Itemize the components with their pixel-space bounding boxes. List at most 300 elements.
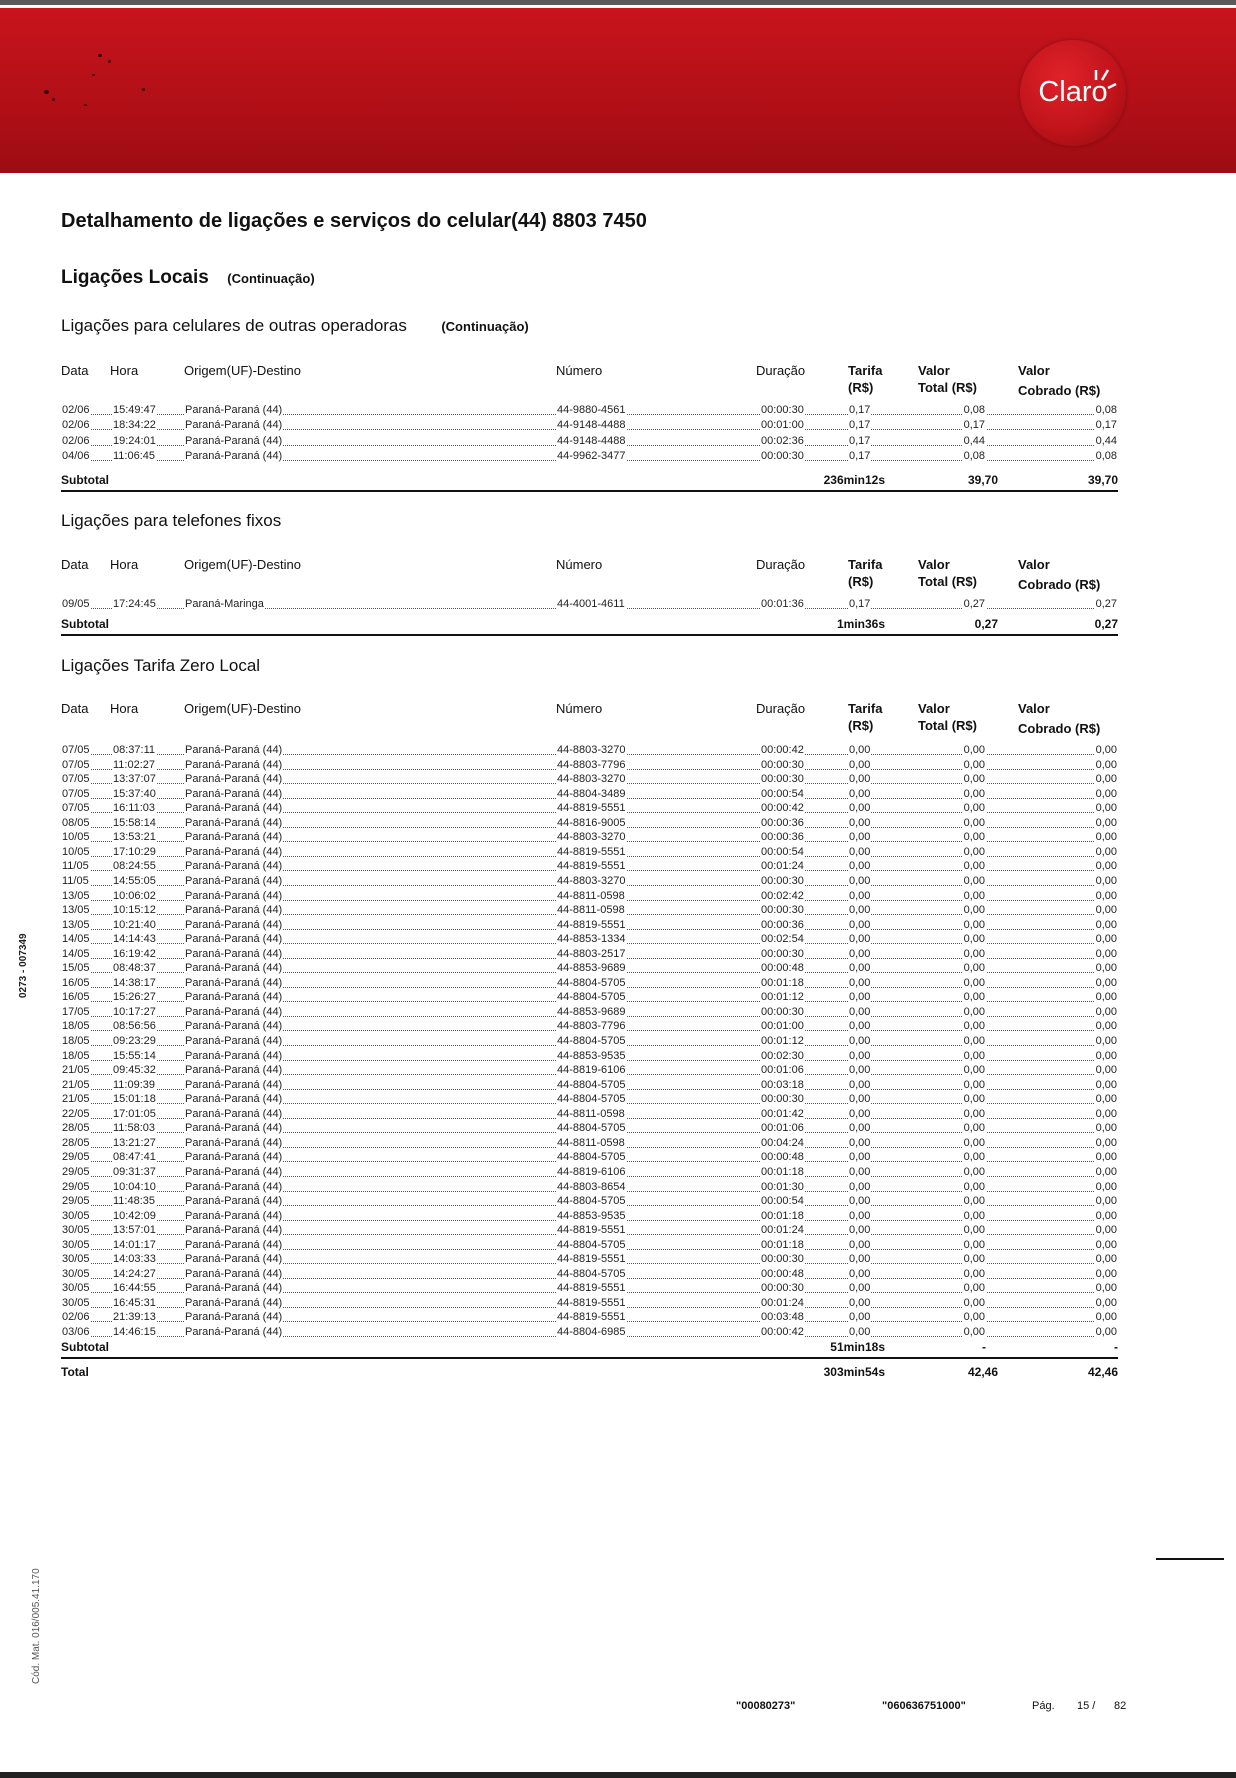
cell-duracao: 00:00:30 <box>761 1282 804 1295</box>
cell-duracao: 00:00:48 <box>761 1151 804 1164</box>
cell-tarifa: 0,00 <box>849 976 871 989</box>
cell-vtotal: 0,00 <box>963 933 985 946</box>
cell-duracao: 00:01:24 <box>761 1224 804 1237</box>
cell-data: 18/05 <box>62 1049 90 1062</box>
cell-numero: 44-8816-9005 <box>557 816 626 829</box>
col-data: Data <box>61 701 89 716</box>
cell-numero: 44-8804-5705 <box>557 1238 626 1251</box>
cell-hora: 11:09:39 <box>113 1078 156 1091</box>
table-row <box>0 743 1236 758</box>
cell-hora: 09:31:37 <box>113 1165 156 1178</box>
col-duracao: Duração <box>756 557 806 572</box>
cell-duracao: 00:00:54 <box>761 787 804 800</box>
cell-origem: Paraná-Paraná (44) <box>185 860 283 873</box>
cell-duracao: 00:01:06 <box>761 1064 804 1077</box>
cell-vtotal: 0,00 <box>963 1020 985 1033</box>
speck <box>52 98 55 101</box>
cell-duracao: 00:00:42 <box>761 802 804 815</box>
cell-data: 14/05 <box>62 933 90 946</box>
cell-hora: 15:01:18 <box>113 1093 156 1106</box>
cell-vtotal: 0,00 <box>963 1122 985 1135</box>
table-row <box>0 449 1236 464</box>
cell-origem: Paraná-Paraná (44) <box>185 1136 283 1149</box>
cell-origem: Paraná-Paraná (44) <box>185 1064 283 1077</box>
table-row <box>0 932 1236 947</box>
cell-vtotal: 0,00 <box>963 889 985 902</box>
cell-duracao: 00:00:30 <box>761 1253 804 1266</box>
cell-tarifa: 0,00 <box>849 1136 871 1149</box>
cell-numero: 44-8803-2517 <box>557 947 626 960</box>
cell-numero: 44-8804-3489 <box>557 787 626 800</box>
cell-numero: 44-8804-5705 <box>557 1122 626 1135</box>
cell-data: 29/05 <box>62 1195 90 1208</box>
cell-vcobrado: 0,08 <box>1095 449 1117 462</box>
cell-vcobrado: 0,00 <box>1095 802 1117 815</box>
cell-duracao: 00:00:36 <box>761 831 804 844</box>
cell-tarifa: 0,17 <box>849 404 871 416</box>
cell-numero: 44-8853-9689 <box>557 1005 626 1018</box>
cell-data: 02/06 <box>62 419 90 432</box>
cell-data: 09/05 <box>62 598 90 610</box>
cell-tarifa: 0,00 <box>849 1035 871 1047</box>
cell-hora: 16:19:42 <box>113 947 156 960</box>
cell-tarifa: 0,00 <box>849 816 871 829</box>
cell-duracao: 00:00:54 <box>761 845 804 858</box>
cell-tarifa: 0,00 <box>849 1296 871 1309</box>
cell-tarifa: 0,00 <box>849 918 871 931</box>
cell-vtotal: 0,00 <box>963 787 985 800</box>
cell-hora: 14:01:17 <box>113 1238 156 1251</box>
subtotal-sub3 <box>61 1339 1118 1359</box>
cell-numero: 44-8804-5705 <box>557 1078 626 1091</box>
cell-duracao: 00:00:48 <box>761 1267 804 1280</box>
col-hora: Hora <box>110 363 139 378</box>
cell-vcobrado: 0,27 <box>1095 598 1117 610</box>
cell-hora: 11:48:35 <box>113 1195 156 1208</box>
cell-hora: 14:46:15 <box>113 1326 156 1338</box>
cell-data: 29/05 <box>62 1180 90 1193</box>
cell-vcobrado: 0,00 <box>1095 874 1117 887</box>
col-tarifa-unit: (R$) <box>848 718 874 733</box>
col-vtotal-unit: Total (R$) <box>918 574 977 589</box>
cell-origem: Paraná-Paraná (44) <box>185 1311 283 1324</box>
col-vtotal-unit: Total (R$) <box>918 380 977 395</box>
cell-tarifa: 0,00 <box>849 1267 871 1280</box>
cell-tarifa: 0,00 <box>849 1282 871 1295</box>
section-ligacoes-locais <box>61 267 315 289</box>
cell-data: 15/05 <box>62 962 90 975</box>
cell-vcobrado: 0,00 <box>1095 918 1117 931</box>
cell-origem: Paraná-Paraná (44) <box>185 1267 283 1280</box>
cell-hora: 08:56:56 <box>113 1020 156 1033</box>
cell-tarifa: 0,00 <box>849 845 871 858</box>
cell-origem: Paraná-Paraná (44) <box>185 904 283 917</box>
table-row <box>0 1223 1236 1238</box>
table-row <box>0 1209 1236 1224</box>
cell-origem: Paraná-Paraná (44) <box>185 404 283 416</box>
cell-tarifa: 0,00 <box>849 1238 871 1251</box>
col-tarifa-unit: (R$) <box>848 380 874 395</box>
cell-duracao: 00:00:30 <box>761 1005 804 1018</box>
cell-vtotal: 0,00 <box>963 1078 985 1091</box>
cell-vtotal: 0,00 <box>963 1267 985 1280</box>
cell-data: 02/06 <box>62 434 90 447</box>
cell-numero: 44-8804-5705 <box>557 1035 626 1047</box>
cell-vtotal: 0,00 <box>963 1107 985 1120</box>
cell-numero: 44-8853-9535 <box>557 1049 626 1062</box>
table-row <box>0 874 1236 889</box>
cell-duracao: 00:02:36 <box>761 434 804 447</box>
cell-data: 02/06 <box>62 1311 90 1324</box>
cell-data: 29/05 <box>62 1165 90 1178</box>
table-row <box>0 1194 1236 1209</box>
cell-hora: 13:37:07 <box>113 773 156 786</box>
col-duracao: Duração <box>756 363 806 378</box>
subsection-fixos <box>61 511 281 531</box>
subsection-title: Ligações Tarifa Zero Local <box>61 656 261 675</box>
cell-vcobrado: 0,00 <box>1095 860 1117 873</box>
cell-numero: 44-8853-9689 <box>557 962 626 975</box>
cell-tarifa: 0,00 <box>849 744 871 756</box>
cell-data: 13/05 <box>62 889 90 902</box>
cell-vtotal: 0,00 <box>963 1296 985 1309</box>
page-total: 82 <box>1114 1700 1127 1712</box>
cell-numero: 44-8811-0598 <box>557 1136 625 1149</box>
cell-vcobrado: 0,00 <box>1095 1020 1117 1033</box>
cell-tarifa: 0,00 <box>849 904 871 917</box>
table-row <box>0 1150 1236 1165</box>
cell-hora: 15:55:14 <box>113 1049 156 1062</box>
cell-duracao: 00:01:36 <box>761 598 804 610</box>
cell-vtotal: 0,08 <box>963 449 985 462</box>
cell-numero: 44-8819-5551 <box>557 918 626 931</box>
cell-tarifa: 0,00 <box>849 1020 871 1033</box>
col-vcobrado-unit: Cobrado (R$) <box>1018 383 1101 398</box>
speck <box>98 54 102 57</box>
table-row <box>0 1078 1236 1093</box>
cell-tarifa: 0,17 <box>849 419 871 432</box>
footer-code-1: "00080273" <box>736 1700 796 1712</box>
cell-vcobrado: 0,17 <box>1095 419 1117 432</box>
cell-tarifa: 0,00 <box>849 1165 871 1178</box>
cell-vcobrado: 0,00 <box>1095 976 1117 989</box>
cell-vtotal: 0,44 <box>963 434 985 447</box>
cell-data: 30/05 <box>62 1209 90 1222</box>
table-row <box>0 1034 1236 1049</box>
cell-duracao: 00:04:24 <box>761 1136 804 1149</box>
cell-duracao: 00:01:12 <box>761 991 804 1004</box>
cell-hora: 17:01:05 <box>113 1107 156 1120</box>
cell-vtotal: 0,00 <box>963 1209 985 1222</box>
cell-numero: 44-8811-0598 <box>557 889 625 902</box>
table-row <box>0 758 1236 773</box>
cell-tarifa: 0,00 <box>849 1064 871 1077</box>
cell-tarifa: 0,00 <box>849 1195 871 1208</box>
cell-origem: Paraná-Paraná (44) <box>185 1122 283 1135</box>
cell-data: 07/05 <box>62 773 90 786</box>
cell-tarifa: 0,17 <box>849 434 871 447</box>
cell-numero: 44-8804-5705 <box>557 976 626 989</box>
table-row <box>0 859 1236 874</box>
section-title: Ligações Locais <box>61 267 209 288</box>
cell-tarifa: 0,00 <box>849 1093 871 1106</box>
cell-origem: Paraná-Paraná (44) <box>185 1209 283 1222</box>
cell-vcobrado: 0,00 <box>1095 904 1117 917</box>
cell-duracao: 00:01:12 <box>761 1035 804 1047</box>
cell-data: 04/06 <box>62 449 90 462</box>
column-headers <box>0 362 1236 406</box>
table-row <box>0 1267 1236 1282</box>
cell-origem: Paraná-Paraná (44) <box>185 1282 283 1295</box>
cell-data: 07/05 <box>62 744 90 756</box>
cell-hora: 15:37:40 <box>113 787 156 800</box>
cell-hora: 13:21:27 <box>113 1136 156 1149</box>
cell-vcobrado: 0,00 <box>1095 773 1117 786</box>
cell-vcobrado: 0,44 <box>1095 434 1117 447</box>
cell-vcobrado: 0,00 <box>1095 1035 1117 1047</box>
cell-vtotal: 0,00 <box>963 816 985 829</box>
subtotal-cobrado: 39,70 <box>1087 473 1118 487</box>
cell-numero: 44-8819-5551 <box>557 1296 626 1309</box>
cell-vtotal: 0,00 <box>963 918 985 931</box>
cell-tarifa: 0,00 <box>849 1005 871 1018</box>
cell-data: 21/05 <box>62 1078 90 1091</box>
cell-origem: Paraná-Paraná (44) <box>185 962 283 975</box>
cell-vtotal: 0,27 <box>963 598 985 610</box>
cell-duracao: 00:00:36 <box>761 918 804 931</box>
cell-vcobrado: 0,00 <box>1095 889 1117 902</box>
cell-vcobrado: 0,00 <box>1095 845 1117 858</box>
cell-vcobrado: 0,00 <box>1095 1311 1117 1324</box>
cell-duracao: 00:00:30 <box>761 874 804 887</box>
cell-tarifa: 0,00 <box>849 889 871 902</box>
cell-numero: 44-9962-3477 <box>557 449 626 462</box>
cell-data: 30/05 <box>62 1238 90 1251</box>
cell-data: 13/05 <box>62 904 90 917</box>
cell-numero: 44-8804-5705 <box>557 991 626 1004</box>
cell-duracao: 00:00:30 <box>761 947 804 960</box>
total-vtotal: 42,46 <box>967 1365 998 1379</box>
column-headers <box>0 556 1236 600</box>
table-row <box>0 801 1236 816</box>
subtotal-sub1 <box>61 472 1118 492</box>
cell-data: 21/05 <box>62 1064 90 1077</box>
cell-hora: 10:06:02 <box>113 889 156 902</box>
claro-logo <box>1020 40 1126 146</box>
cell-hora: 08:47:41 <box>113 1151 156 1164</box>
cell-origem: Paraná-Paraná (44) <box>185 947 283 960</box>
claro-logo-text: Claro <box>1038 76 1108 108</box>
cell-tarifa: 0,00 <box>849 991 871 1004</box>
col-vcobrado: Valor <box>1018 363 1050 378</box>
header-banner <box>0 8 1236 173</box>
cell-origem: Paraná-Paraná (44) <box>185 1035 283 1047</box>
cell-numero: 44-8803-8654 <box>557 1180 626 1193</box>
cell-duracao: 00:03:18 <box>761 1078 804 1091</box>
side-code: 0273 - 007349 <box>18 933 29 998</box>
cell-vcobrado: 0,00 <box>1095 744 1117 756</box>
cell-origem: Paraná-Paraná (44) <box>185 1078 283 1091</box>
table-row <box>0 434 1236 449</box>
cell-vcobrado: 0,00 <box>1095 1224 1117 1237</box>
cell-numero: 44-8803-3270 <box>557 773 626 786</box>
cell-vtotal: 0,00 <box>963 874 985 887</box>
cell-vtotal: 0,00 <box>963 1253 985 1266</box>
cell-vtotal: 0,00 <box>963 1311 985 1324</box>
cell-vcobrado: 0,00 <box>1095 816 1117 829</box>
cell-origem: Paraná-Paraná (44) <box>185 1151 283 1164</box>
cell-vtotal: 0,00 <box>963 1151 985 1164</box>
speck <box>92 74 95 76</box>
cell-numero: 44-8819-5551 <box>557 1311 626 1324</box>
cell-duracao: 00:01:24 <box>761 860 804 873</box>
cell-vcobrado: 0,00 <box>1095 1107 1117 1120</box>
cell-data: 13/05 <box>62 918 90 931</box>
col-tarifa-unit: (R$) <box>848 574 874 589</box>
cell-vcobrado: 0,00 <box>1095 947 1117 960</box>
cell-vcobrado: 0,00 <box>1095 1195 1117 1208</box>
cell-vcobrado: 0,00 <box>1095 1122 1117 1135</box>
table-row <box>0 976 1236 991</box>
cell-tarifa: 0,00 <box>849 773 871 786</box>
page-number: 15 / <box>1077 1700 1096 1712</box>
cell-hora: 10:17:27 <box>113 1005 156 1018</box>
col-numero: Número <box>556 557 603 572</box>
col-hora: Hora <box>110 557 139 572</box>
cell-tarifa: 0,00 <box>849 831 871 844</box>
table-row <box>0 1296 1236 1311</box>
cell-origem: Paraná-Paraná (44) <box>185 1107 283 1120</box>
subsection-title: Ligações para telefones fixos <box>61 511 282 530</box>
cell-vtotal: 0,00 <box>963 860 985 873</box>
cell-vtotal: 0,00 <box>963 947 985 960</box>
cell-duracao: 00:00:30 <box>761 404 804 416</box>
cell-hora: 08:48:37 <box>113 962 156 975</box>
col-vtotal: Valor <box>918 701 950 716</box>
table-row <box>0 418 1236 433</box>
total-duration: 303min54s <box>823 1365 885 1379</box>
cell-duracao: 00:01:18 <box>761 1165 804 1178</box>
scan-line-bottom <box>0 1772 1236 1778</box>
cell-data: 30/05 <box>62 1224 90 1237</box>
cell-data: 30/05 <box>62 1267 90 1280</box>
cell-duracao: 00:00:30 <box>761 773 804 786</box>
side-material-code: Cód. Mat. 016/005.41.170 <box>31 1568 42 1684</box>
cell-numero: 44-8803-3270 <box>557 874 626 887</box>
cell-vtotal: 0,00 <box>963 1093 985 1106</box>
table-row <box>0 1092 1236 1107</box>
cell-duracao: 00:00:30 <box>761 758 804 771</box>
cell-data: 30/05 <box>62 1296 90 1309</box>
table-row <box>0 772 1236 787</box>
cell-origem: Paraná-Paraná (44) <box>185 1180 283 1193</box>
cell-data: 02/06 <box>62 404 90 416</box>
footer-code-2: "060636751000" <box>882 1700 966 1712</box>
cell-origem: Paraná-Paraná (44) <box>185 1253 283 1266</box>
col-tarifa: Tarifa <box>848 363 883 378</box>
cell-hora: 10:04:10 <box>113 1180 156 1193</box>
cell-hora: 15:58:14 <box>113 816 156 829</box>
table-row <box>0 1107 1236 1122</box>
cell-origem: Paraná-Paraná (44) <box>185 419 283 432</box>
cell-duracao: 00:01:18 <box>761 976 804 989</box>
scan-line-top <box>0 0 1236 5</box>
cell-origem: Paraná-Paraná (44) <box>185 787 283 800</box>
cell-numero: 44-8853-1334 <box>557 933 626 946</box>
cell-vtotal: 0,00 <box>963 845 985 858</box>
speck <box>84 104 87 106</box>
col-tarifa: Tarifa <box>848 557 883 572</box>
cell-tarifa: 0,00 <box>849 1078 871 1091</box>
cell-hora: 13:53:21 <box>113 831 156 844</box>
subtotal-sub2 <box>61 616 1118 636</box>
cell-numero: 44-8819-5551 <box>557 860 626 873</box>
cell-data: 17/05 <box>62 1005 90 1018</box>
cell-hora: 14:55:05 <box>113 874 156 887</box>
table-row <box>0 816 1236 831</box>
cell-vcobrado: 0,00 <box>1095 787 1117 800</box>
cell-hora: 13:57:01 <box>113 1224 156 1237</box>
table-row <box>0 961 1236 976</box>
cell-duracao: 00:02:54 <box>761 933 804 946</box>
cell-vcobrado: 0,00 <box>1095 933 1117 946</box>
subtotal-total: - <box>982 1340 986 1354</box>
cell-hora: 17:24:45 <box>113 598 156 610</box>
subsection-celulares <box>61 316 529 336</box>
cell-tarifa: 0,17 <box>849 598 871 610</box>
cell-data: 18/05 <box>62 1035 90 1047</box>
cell-vtotal: 0,00 <box>963 1136 985 1149</box>
cell-duracao: 00:00:30 <box>761 904 804 917</box>
cell-duracao: 00:02:42 <box>761 889 804 902</box>
col-origem: Origem(UF)-Destino <box>184 557 302 572</box>
cell-hora: 11:58:03 <box>113 1122 156 1135</box>
cell-vtotal: 0,17 <box>963 419 985 432</box>
table-row <box>0 1136 1236 1151</box>
cell-hora: 16:11:03 <box>113 802 156 815</box>
table-row <box>0 403 1236 418</box>
cell-numero: 44-8853-9535 <box>557 1209 626 1222</box>
subtotal-duration: 51min18s <box>830 1340 885 1354</box>
claro-logo-rays-icon <box>1088 66 1118 90</box>
cell-data: 11/05 <box>62 860 89 873</box>
cell-vtotal: 0,00 <box>963 831 985 844</box>
cell-vcobrado: 0,00 <box>1095 1282 1117 1295</box>
cell-origem: Paraná-Paraná (44) <box>185 1224 283 1237</box>
cell-vcobrado: 0,00 <box>1095 1296 1117 1309</box>
cell-hora: 16:44:55 <box>113 1282 156 1295</box>
page-label: Pág. <box>1032 1700 1055 1712</box>
cell-numero: 44-8811-0598 <box>557 904 625 917</box>
subtotal-total: 39,70 <box>967 473 998 487</box>
cell-origem: Paraná-Paraná (44) <box>185 758 283 771</box>
cell-numero: 44-8819-5551 <box>557 802 626 815</box>
cell-data: 07/05 <box>62 787 90 800</box>
cell-vtotal: 0,00 <box>963 976 985 989</box>
cell-numero: 44-8819-5551 <box>557 1224 626 1237</box>
cell-vtotal: 0,00 <box>963 1195 985 1208</box>
cell-hora: 10:42:09 <box>113 1209 156 1222</box>
cell-data: 30/05 <box>62 1253 90 1266</box>
continuation-label: (Continuação) <box>441 319 529 334</box>
table-row <box>0 1310 1236 1325</box>
cell-vcobrado: 0,00 <box>1095 1267 1117 1280</box>
cell-duracao: 00:00:54 <box>761 1195 804 1208</box>
cell-hora: 09:23:29 <box>113 1035 156 1047</box>
cell-tarifa: 0,00 <box>849 947 871 960</box>
cell-duracao: 00:00:30 <box>761 1093 804 1106</box>
cell-numero: 44-8819-6106 <box>557 1165 626 1178</box>
